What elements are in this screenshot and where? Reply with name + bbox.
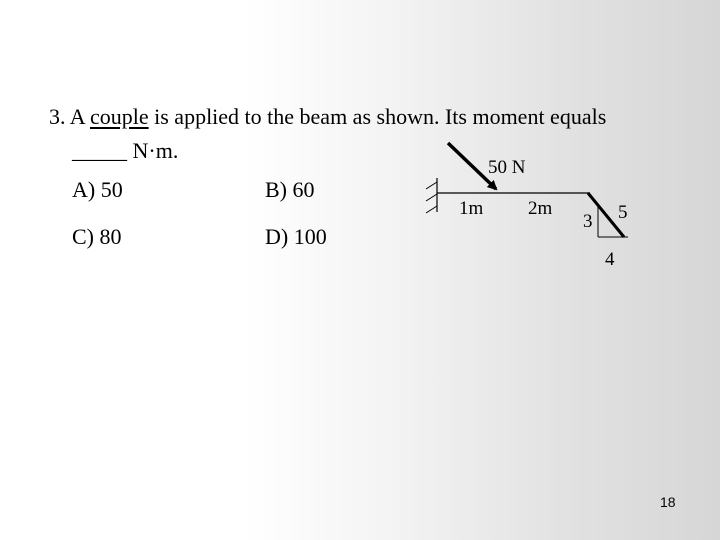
wall-support [426,178,437,213]
slope-hypotenuse-label: 5 [618,202,628,223]
underlined-term: couple [89,104,149,129]
choice-d[interactable]: D) 100 [265,224,327,249]
question-suffix: is applied to the beam as shown. Its moment equals [148,104,607,129]
dimension-1m: 1m [459,198,484,219]
dimension-2m: 2m [528,198,553,219]
force-label: 50 N [488,157,526,178]
question-blank-line: _____ N·m. [72,138,179,163]
choice-b[interactable]: B) 60 [265,177,315,202]
slope-vertical-label: 3 [583,211,593,232]
slope-horizontal-label: 4 [605,249,615,270]
question-prefix: 3. A [49,104,90,129]
page-number: 18 [660,494,676,510]
choice-c[interactable]: C) 80 [72,224,122,249]
choice-a[interactable]: A) 50 [72,177,123,202]
